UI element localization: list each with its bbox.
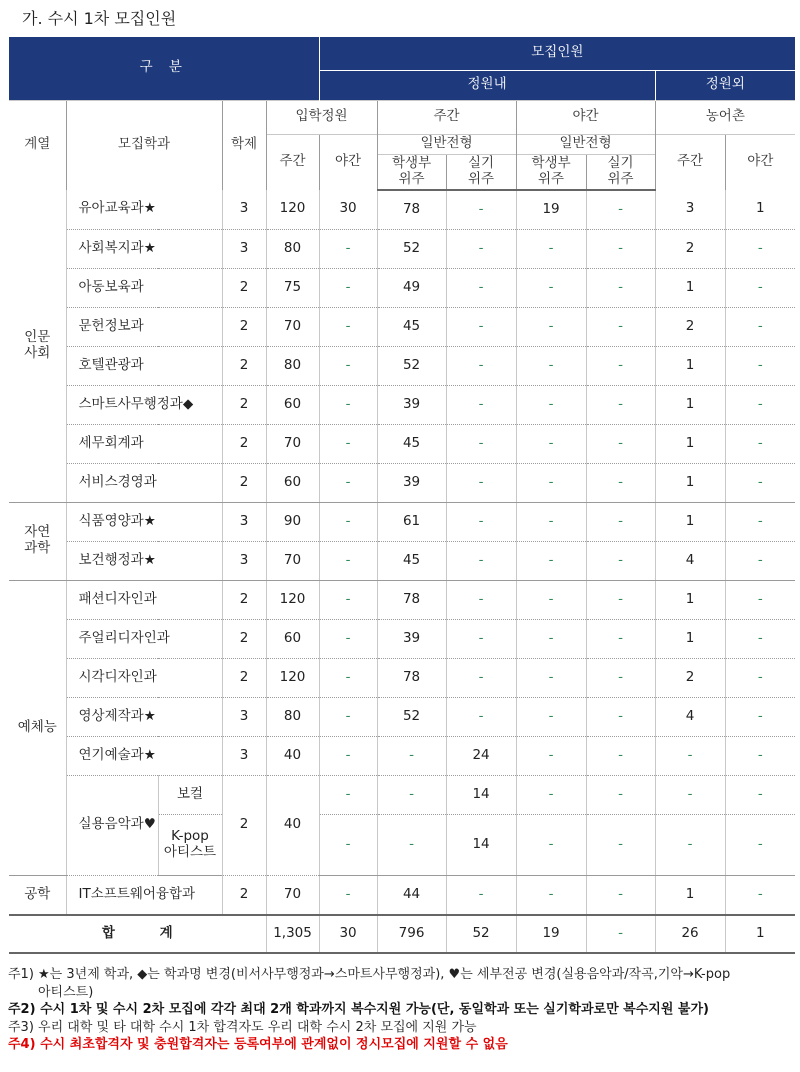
dept-name: 패션디자인과: [66, 580, 222, 619]
value-hakje: 2: [222, 307, 266, 346]
value-nong-day: 1: [655, 875, 725, 915]
value-day-hak: 45: [377, 424, 446, 463]
value-ip-day: 40: [266, 736, 319, 775]
empty-value: -: [725, 424, 795, 463]
empty-value: -: [586, 541, 655, 580]
total-label: 합 계: [9, 915, 266, 953]
value-nong-night: 1: [725, 915, 795, 953]
empty-value: -: [586, 697, 655, 736]
empty-value: -: [725, 502, 795, 541]
category-inmun: 인문 사회: [9, 190, 66, 502]
admission-table: [9, 37, 795, 954]
section-title: 가. 수시 1차 모집인원: [22, 9, 177, 28]
empty-value: -: [446, 424, 516, 463]
header-mojibhakgwa: 모집학과: [66, 100, 222, 190]
empty-value: -: [655, 814, 725, 875]
value-nong-day: 1: [655, 346, 725, 385]
table-row: [9, 346, 795, 385]
empty-value: -: [446, 580, 516, 619]
dept-name: 스마트사무행정과◆: [66, 385, 222, 424]
value-nong-day: 1: [655, 268, 725, 307]
table-row: [9, 424, 795, 463]
table-row: [9, 580, 795, 619]
table-row: [9, 502, 795, 541]
value-hakje: 2: [222, 658, 266, 697]
empty-value: -: [319, 424, 377, 463]
value-hakje: 3: [222, 229, 266, 268]
dept-name: 아동보육과: [66, 268, 222, 307]
empty-value: -: [516, 502, 586, 541]
value-hakje: 3: [222, 502, 266, 541]
empty-value: -: [516, 580, 586, 619]
header-gubun: 구 분: [9, 37, 319, 100]
note-2: 주2) 수시 1차 및 수시 2차 모집에 각각 최대 2개 학과까지 복수지원 가능(단, 동일학과 또는 실기학과로만 복수지원 불가): [8, 1002, 709, 1017]
value-hakje: 3: [222, 190, 266, 229]
header-night-haksaengbu: 학생부 위주: [516, 154, 586, 190]
value-ip-day: 70: [266, 307, 319, 346]
header-iphak-yagan: 야간: [319, 134, 377, 190]
value-hakje: 2: [222, 268, 266, 307]
empty-value: -: [586, 346, 655, 385]
value-day-hak: 52: [377, 229, 446, 268]
dept-name: 주얼리디자인과: [66, 619, 222, 658]
value-nong-day: 26: [655, 915, 725, 953]
value-nong-day: 2: [655, 229, 725, 268]
empty-value: -: [586, 915, 655, 953]
table-row: [9, 775, 795, 814]
header-day-silgi: 실기 위주: [446, 154, 516, 190]
value-ip-day: 90: [266, 502, 319, 541]
value-day-hak: 45: [377, 307, 446, 346]
empty-value: -: [516, 736, 586, 775]
value-ip-day: 120: [266, 580, 319, 619]
header-night-silgi: 실기 위주: [586, 154, 655, 190]
value-ip-day: 60: [266, 619, 319, 658]
value-ip-night: 30: [319, 190, 377, 229]
empty-value: -: [725, 346, 795, 385]
value-day-hak: 78: [377, 658, 446, 697]
empty-value: -: [516, 424, 586, 463]
empty-value: -: [586, 502, 655, 541]
table-row: [9, 307, 795, 346]
category-jayeon: 자연 과학: [9, 502, 66, 580]
empty-value: -: [725, 814, 795, 875]
total-row: [9, 915, 795, 953]
value-ip-night: 30: [319, 915, 377, 953]
empty-value: -: [319, 619, 377, 658]
dept-name: 실용음악과♥: [66, 775, 158, 875]
empty-value: -: [446, 268, 516, 307]
empty-value: -: [377, 814, 446, 875]
empty-value: -: [446, 541, 516, 580]
value-ip-day: 40: [266, 775, 319, 875]
value-hakje: 2: [222, 580, 266, 619]
value-day-hak: 39: [377, 463, 446, 502]
category-gonghak: 공학: [9, 875, 66, 915]
value-ip-day: 60: [266, 385, 319, 424]
empty-value: -: [319, 463, 377, 502]
value-nong-day: 3: [655, 190, 725, 229]
empty-value: -: [516, 229, 586, 268]
value-night-hak: 19: [516, 915, 586, 953]
empty-value: -: [586, 580, 655, 619]
empty-value: -: [319, 580, 377, 619]
value-day-hak: 45: [377, 541, 446, 580]
value-ip-day: 120: [266, 190, 319, 229]
header-gyeyeol: 계열: [9, 100, 66, 190]
empty-value: -: [446, 502, 516, 541]
header-iphak: 입학정원: [266, 100, 377, 134]
dept-name: 사회복지과★: [66, 229, 222, 268]
value-ip-day: 70: [266, 875, 319, 915]
empty-value: -: [516, 658, 586, 697]
empty-value: -: [655, 775, 725, 814]
dept-name: 시각디자인과: [66, 658, 222, 697]
header-hakje: 학제: [222, 100, 266, 190]
value-ip-day: 60: [266, 463, 319, 502]
empty-value: -: [319, 229, 377, 268]
note-4: 주4) 수시 최초합격자 및 충원합격자는 등록여부에 관계없이 정시모집에 지원할 수 없음: [8, 1037, 508, 1052]
value-ip-day: 80: [266, 229, 319, 268]
empty-value: -: [446, 875, 516, 915]
dept-name: IT소프트웨어융합과: [66, 875, 222, 915]
empty-value: -: [516, 814, 586, 875]
value-day-hak: 796: [377, 915, 446, 953]
value-nong-day: 1: [655, 502, 725, 541]
empty-value: -: [516, 875, 586, 915]
table-row: [9, 541, 795, 580]
sub-major-kpop: K-pop 아티스트: [158, 814, 222, 875]
table-row: [9, 190, 795, 229]
empty-value: -: [319, 658, 377, 697]
value-ip-day: 80: [266, 697, 319, 736]
dept-name: 보건행정과★: [66, 541, 222, 580]
empty-value: -: [446, 307, 516, 346]
table-row: [9, 229, 795, 268]
empty-value: -: [586, 424, 655, 463]
value-day-sil: 24: [446, 736, 516, 775]
value-ip-day: 75: [266, 268, 319, 307]
empty-value: -: [319, 775, 377, 814]
empty-value: -: [586, 875, 655, 915]
empty-value: -: [586, 307, 655, 346]
value-nong-day: 2: [655, 658, 725, 697]
table-row: [9, 875, 795, 915]
empty-value: -: [586, 229, 655, 268]
header-ilban-jugan: 일반전형: [377, 134, 516, 154]
value-ip-day: 80: [266, 346, 319, 385]
value-nong-day: 1: [655, 619, 725, 658]
note-1: 주1) ★는 3년제 학과, ◆는 학과명 변경(비서사무행정과→스마트사무행정과), ♥는 세부전공 변경(실용음악과/작곡,기악→K-pop: [8, 967, 731, 982]
value-nong-day: 1: [655, 580, 725, 619]
header-day-haksaengbu: 학생부 위주: [377, 154, 446, 190]
sub-major-vocal: 보컬: [158, 775, 222, 814]
empty-value: -: [516, 268, 586, 307]
empty-value: -: [377, 775, 446, 814]
header-jeongwonoe: 정원외: [655, 70, 795, 100]
header-jeongwonnae: 정원내: [319, 70, 655, 100]
empty-value: -: [586, 658, 655, 697]
empty-value: -: [725, 268, 795, 307]
empty-value: -: [516, 385, 586, 424]
empty-value: -: [319, 268, 377, 307]
empty-value: -: [725, 775, 795, 814]
dept-name: 유아교육과★: [66, 190, 222, 229]
empty-value: -: [725, 541, 795, 580]
dept-name: 서비스경영과: [66, 463, 222, 502]
empty-value: -: [319, 697, 377, 736]
dept-name: 문헌정보과: [66, 307, 222, 346]
header-nongeochon: 농어촌: [655, 100, 795, 134]
empty-value: -: [319, 875, 377, 915]
value-hakje: 3: [222, 541, 266, 580]
empty-value: -: [516, 775, 586, 814]
empty-value: -: [319, 307, 377, 346]
empty-value: -: [725, 697, 795, 736]
empty-value: -: [446, 697, 516, 736]
value-hakje: 3: [222, 736, 266, 775]
value-nong-night: 1: [725, 190, 795, 229]
empty-value: -: [725, 875, 795, 915]
value-hakje: 2: [222, 875, 266, 915]
value-nong-day: 1: [655, 424, 725, 463]
empty-value: -: [516, 697, 586, 736]
header-yagan: 야간: [516, 100, 655, 134]
empty-value: -: [586, 736, 655, 775]
value-hakje: 2: [222, 424, 266, 463]
value-day-hak: 78: [377, 580, 446, 619]
value-ip-day: 1,305: [266, 915, 319, 953]
category-yechae: 예체능: [9, 580, 66, 875]
value-nong-day: 1: [655, 463, 725, 502]
empty-value: -: [446, 658, 516, 697]
value-hakje: 2: [222, 463, 266, 502]
table-row: [9, 619, 795, 658]
empty-value: -: [516, 619, 586, 658]
empty-value: -: [319, 736, 377, 775]
value-hakje: 2: [222, 619, 266, 658]
value-ip-day: 120: [266, 658, 319, 697]
dept-name: 식품영양과★: [66, 502, 222, 541]
dept-name: 연기예술과★: [66, 736, 222, 775]
empty-value: -: [725, 385, 795, 424]
value-day-sil: 14: [446, 814, 516, 875]
value-nong-day: 4: [655, 541, 725, 580]
empty-value: -: [516, 463, 586, 502]
empty-value: -: [725, 619, 795, 658]
dept-name: 세무회계과: [66, 424, 222, 463]
value-day-hak: 49: [377, 268, 446, 307]
table-row: [9, 697, 795, 736]
empty-value: -: [319, 541, 377, 580]
value-day-hak: 39: [377, 385, 446, 424]
value-day-sil: 14: [446, 775, 516, 814]
header-mojib: 모집인원: [319, 37, 795, 70]
table-row: [9, 268, 795, 307]
empty-value: -: [586, 190, 655, 229]
empty-value: -: [725, 658, 795, 697]
table-row: [9, 658, 795, 697]
empty-value: -: [586, 619, 655, 658]
empty-value: -: [446, 229, 516, 268]
empty-value: -: [319, 385, 377, 424]
empty-value: -: [516, 541, 586, 580]
empty-value: -: [446, 619, 516, 658]
notes: [8, 966, 798, 1054]
header-nong-jugan: 주간: [655, 134, 725, 190]
empty-value: -: [446, 385, 516, 424]
table-row: [9, 463, 795, 502]
note-3: 주3) 우리 대학 및 타 대학 수시 1차 합격자도 우리 대학 수시 2차 모집에 지원 가능: [8, 1019, 477, 1035]
value-nong-day: 1: [655, 385, 725, 424]
header-ilban-yagan: 일반전형: [516, 134, 655, 154]
table-row: [9, 736, 795, 775]
empty-value: -: [586, 814, 655, 875]
empty-value: -: [586, 268, 655, 307]
empty-value: -: [319, 502, 377, 541]
empty-value: -: [446, 190, 516, 229]
empty-value: -: [725, 736, 795, 775]
value-hakje: 2: [222, 775, 266, 875]
empty-value: -: [516, 346, 586, 385]
value-night-hak: 19: [516, 190, 586, 229]
value-day-hak: 44: [377, 875, 446, 915]
value-ip-day: 70: [266, 424, 319, 463]
empty-value: -: [725, 580, 795, 619]
value-hakje: 3: [222, 697, 266, 736]
empty-value: -: [319, 814, 377, 875]
empty-value: -: [725, 307, 795, 346]
empty-value: -: [586, 775, 655, 814]
empty-value: -: [725, 463, 795, 502]
value-day-hak: 39: [377, 619, 446, 658]
value-day-hak: 78: [377, 190, 446, 229]
empty-value: -: [446, 463, 516, 502]
table-row: [9, 385, 795, 424]
dept-name: 호텔관광과: [66, 346, 222, 385]
dept-name: 영상제작과★: [66, 697, 222, 736]
empty-value: -: [655, 736, 725, 775]
value-nong-day: 2: [655, 307, 725, 346]
empty-value: -: [377, 736, 446, 775]
value-day-hak: 52: [377, 697, 446, 736]
value-nong-day: 4: [655, 697, 725, 736]
value-day-hak: 52: [377, 346, 446, 385]
value-hakje: 2: [222, 346, 266, 385]
value-ip-day: 70: [266, 541, 319, 580]
empty-value: -: [319, 346, 377, 385]
note-1-cont: 아티스트): [38, 984, 94, 1000]
empty-value: -: [516, 307, 586, 346]
header-jugan: 주간: [377, 100, 516, 134]
value-day-sil: 52: [446, 915, 516, 953]
empty-value: -: [586, 463, 655, 502]
header-nong-yagan: 야간: [725, 134, 795, 190]
empty-value: -: [586, 385, 655, 424]
value-hakje: 2: [222, 385, 266, 424]
header-iphak-jugan: 주간: [266, 134, 319, 190]
empty-value: -: [725, 229, 795, 268]
empty-value: -: [446, 346, 516, 385]
value-day-hak: 61: [377, 502, 446, 541]
